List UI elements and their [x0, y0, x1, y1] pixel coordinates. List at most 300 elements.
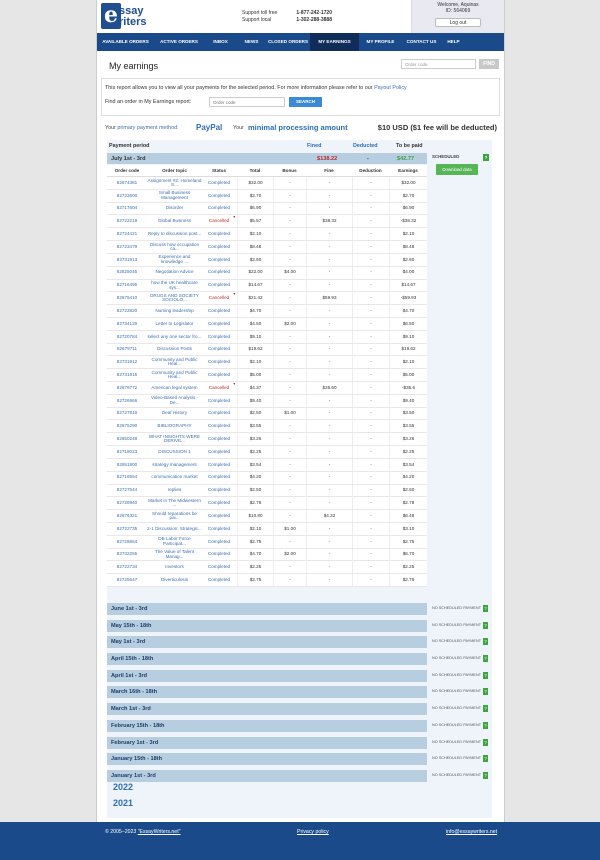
- order-status: Completed: [207, 282, 231, 288]
- period-bar[interactable]: January 15th - 18th: [107, 753, 427, 765]
- toll-free-number[interactable]: 1-877-242-1720: [296, 10, 332, 16]
- method-link[interactable]: primary payment method:: [117, 125, 179, 131]
- order-topic-link[interactable]: strategy management: [152, 461, 197, 467]
- table-row: [107, 446, 427, 459]
- order-topic-link[interactable]: DB Labor Force Participat...: [158, 536, 191, 546]
- help-icon[interactable]: ?: [484, 756, 487, 762]
- order-topic-link[interactable]: Community and Public Heal...: [151, 369, 198, 380]
- order-status: Completed: [207, 320, 231, 326]
- order-topic-link[interactable]: The Value of Talent Manag...: [154, 549, 195, 559]
- col-fine: Fine: [324, 168, 334, 173]
- order-deduction: -: [352, 177, 389, 189]
- col-earnings: Earnings: [398, 168, 418, 173]
- order-code-link[interactable]: 82651800: [116, 461, 138, 467]
- help-icon[interactable]: ?: [484, 622, 487, 628]
- order-total: $5.57: [237, 215, 273, 227]
- order-status: Cancelled: [202, 292, 236, 304]
- period-bar[interactable]: April 1st - 3rd: [107, 670, 427, 682]
- order-topic-link[interactable]: Community and Public Heal...: [151, 356, 198, 367]
- order-bonus: $1.00: [273, 523, 306, 535]
- order-fine: -: [306, 254, 352, 266]
- order-bonus: -: [273, 228, 306, 240]
- order-code-link[interactable]: 82725647: [116, 576, 138, 582]
- order-code-link[interactable]: 82716495: [116, 282, 138, 288]
- order-status: Cancelled: [202, 382, 236, 394]
- order-earnings: $4.00: [389, 267, 427, 279]
- period-row: [107, 653, 492, 670]
- order-code-link[interactable]: 82716554: [116, 474, 138, 480]
- order-bonus: -: [273, 459, 306, 471]
- order-deduction: -: [352, 190, 389, 202]
- order-earnings: -$35.6: [389, 382, 427, 394]
- help-icon[interactable]: ?: [484, 639, 487, 645]
- order-code-link[interactable]: 82674381: [116, 179, 138, 185]
- download-data-button[interactable]: Download data: [436, 164, 478, 175]
- period-bar[interactable]: January 1st - 3rd: [107, 770, 427, 782]
- order-topic-link[interactable]: Discuss how occupation ca...: [149, 241, 200, 252]
- earnings-table: [107, 140, 492, 818]
- order-earnings: $4.70: [389, 305, 427, 317]
- table-row: [107, 561, 427, 574]
- order-deduction: -: [352, 523, 389, 535]
- col-total: Total: [249, 168, 261, 173]
- to-be-paid-header: To be paid: [396, 143, 423, 149]
- order-status: Completed: [207, 243, 231, 249]
- order-code-link[interactable]: 82723479: [116, 243, 138, 249]
- order-bonus: -: [273, 433, 306, 445]
- period-row: [107, 703, 492, 720]
- order-deduction: -: [352, 408, 389, 420]
- order-total: $3.54: [237, 459, 273, 471]
- order-fine: -: [306, 408, 352, 420]
- order-earnings: $14.67: [389, 280, 427, 292]
- order-topic-link[interactable]: Small Business Management: [158, 190, 191, 200]
- min-amount-value: $10 USD ($1 fee will be deducted): [377, 123, 497, 132]
- order-fine: -: [306, 228, 352, 240]
- order-code-link[interactable]: 82734129: [116, 320, 138, 326]
- order-fine: $4.32: [306, 510, 352, 522]
- order-status: Completed: [207, 576, 231, 582]
- older-periods: [107, 603, 492, 787]
- order-status: Completed: [207, 179, 231, 185]
- order-rows: [107, 177, 427, 587]
- table-row: [107, 433, 427, 446]
- order-fine: -: [306, 574, 352, 586]
- logo-mark: e: [101, 3, 121, 29]
- table-row: [107, 228, 427, 241]
- period-bar[interactable]: March 16th - 18th: [107, 686, 427, 698]
- order-deduction: -: [352, 395, 389, 407]
- nav-contact-us[interactable]: CONTACT US: [406, 39, 437, 44]
- order-status: Completed: [207, 461, 231, 467]
- order-topic-link[interactable]: WHAT INSIGHTS WERE DERIVE...: [148, 433, 201, 444]
- help-icon[interactable]: ?: [484, 155, 488, 160]
- order-fine: -: [306, 305, 352, 317]
- no-scheduled-label: NO SCHEDULED PAYMENT: [432, 639, 482, 644]
- order-code-link[interactable]: 82718023: [116, 448, 138, 454]
- order-topic-link[interactable]: Disorder: [165, 205, 184, 211]
- order-earnings: $19.62: [389, 344, 427, 356]
- order-deduction: -: [352, 446, 389, 458]
- order-topic-link[interactable]: Discussion Posts: [157, 346, 192, 352]
- order-deduction: -: [352, 433, 389, 445]
- order-fine: $38.32: [306, 215, 352, 227]
- order-deduction: -: [352, 215, 389, 227]
- order-status: Completed: [207, 397, 231, 403]
- order-topic-link[interactable]: communication market: [151, 474, 198, 480]
- order-bonus: -: [273, 241, 306, 253]
- order-total: $2.70: [237, 190, 273, 202]
- no-scheduled-label: NO SCHEDULED PAYMENT: [432, 756, 482, 761]
- no-scheduled-label: NO SCHEDULED PAYMENT: [432, 622, 482, 627]
- order-earnings: $2.60: [389, 254, 427, 266]
- order-total: $19.62: [237, 344, 273, 356]
- order-code-link[interactable]: 82675410: [116, 295, 138, 301]
- nav-closed-orders[interactable]: CLOSED ORDERS: [267, 39, 309, 44]
- help-icon[interactable]: ?: [484, 722, 487, 728]
- period-header: Payment period: [109, 143, 150, 149]
- order-topic-link[interactable]: Should reparations be pai...: [152, 510, 197, 521]
- order-code-link[interactable]: 82717604: [116, 205, 138, 211]
- order-topic-link[interactable]: Letter to Legislator: [155, 320, 194, 326]
- support-phones: [242, 10, 332, 24]
- order-total: $2.75: [237, 536, 273, 548]
- help-icon[interactable]: ?: [484, 772, 487, 778]
- help-icon[interactable]: ?: [484, 689, 487, 695]
- method-label-prefix: Your: [105, 125, 116, 131]
- order-topic-link[interactable]: Global Business: [157, 218, 192, 224]
- order-code-link[interactable]: 82732255: [116, 551, 138, 557]
- order-deduction: -: [352, 574, 389, 586]
- order-topic-link[interactable]: Market in The Midwestern ...: [148, 497, 201, 508]
- nav-available-orders[interactable]: AVAILABLE ORDERS: [102, 39, 149, 44]
- order-earnings: $6.50: [389, 318, 427, 330]
- order-topic-link[interactable]: how the UK healthcare sys...: [151, 280, 198, 290]
- order-total: $21.42: [237, 292, 273, 304]
- nav-my-earnings[interactable]: MY EARNINGS: [310, 33, 359, 51]
- order-deduction: -: [352, 369, 389, 381]
- period-bar[interactable]: May 1st - 3rd: [107, 636, 427, 648]
- help-icon[interactable]: ?: [484, 606, 487, 611]
- order-earnings: $3.54: [389, 459, 427, 471]
- order-deduction: -: [352, 382, 389, 394]
- order-total: $14.67: [237, 280, 273, 292]
- order-earnings: $2.75: [389, 536, 427, 548]
- order-deduction: -: [352, 228, 389, 240]
- order-total: $5.00: [237, 369, 273, 381]
- min-amount-label: minimal processing amount: [248, 123, 348, 132]
- period-bar[interactable]: May 15th - 18th: [107, 620, 427, 632]
- order-fine: -: [306, 420, 352, 432]
- order-status: Completed: [207, 256, 231, 262]
- footer: [0, 822, 600, 860]
- period-bar[interactable]: March 1st - 3rd: [107, 703, 427, 715]
- order-bonus: $4.00: [273, 267, 306, 279]
- order-code-link[interactable]: 82676321: [116, 512, 138, 518]
- order-code-link[interactable]: 82731915: [116, 371, 138, 377]
- current-deducted: -: [367, 156, 369, 162]
- table-row: [107, 344, 427, 357]
- deducted-header: Deducted: [353, 143, 378, 149]
- intro-box: [101, 78, 500, 116]
- order-code-link[interactable]: 82722219: [116, 218, 138, 224]
- order-fine: -: [306, 203, 352, 215]
- order-fine: -: [306, 280, 352, 292]
- order-total: $2.78: [237, 497, 273, 509]
- order-status: Completed: [207, 487, 231, 493]
- order-code-link[interactable]: 82675290: [116, 423, 138, 429]
- order-total: $2.10: [237, 356, 273, 368]
- period-row: [107, 603, 492, 620]
- order-fine: -: [306, 190, 352, 202]
- order-status: Completed: [207, 269, 231, 275]
- no-scheduled-label: NO SCHEDULED PAYMENT: [432, 739, 482, 744]
- order-status: Completed: [207, 551, 231, 557]
- table-row: [107, 203, 427, 216]
- order-status: Cancelled: [202, 215, 236, 227]
- fined-header: Fined: [307, 143, 322, 149]
- order-deduction: -: [352, 241, 389, 253]
- table-row: [107, 254, 427, 267]
- order-code-link[interactable]: 82650248: [116, 436, 138, 441]
- nav-news[interactable]: NEWS: [244, 39, 259, 44]
- order-topic-link[interactable]: replies: [167, 487, 182, 493]
- help-icon[interactable]: ?: [484, 739, 487, 745]
- period-bar[interactable]: June 1st - 3rd: [107, 603, 427, 615]
- order-code-link[interactable]: 82731912: [116, 359, 138, 365]
- order-code-link[interactable]: 82722600: [116, 192, 138, 198]
- order-deduction: -: [352, 292, 389, 304]
- col-status: Status: [211, 168, 227, 173]
- period-bar[interactable]: February 15th - 18th: [107, 720, 427, 732]
- order-code-link[interactable]: 82679711: [116, 346, 138, 352]
- order-earnings: $9.40: [389, 395, 427, 407]
- page-title: My earnings: [109, 61, 159, 71]
- order-status: Completed: [207, 474, 231, 480]
- order-code-link[interactable]: 82625045: [116, 269, 138, 275]
- order-code-link[interactable]: 82676772: [116, 384, 138, 390]
- intro-text: [105, 85, 407, 91]
- order-status: Completed: [207, 423, 231, 429]
- order-status: Completed: [207, 512, 231, 518]
- order-earnings: $3.26: [389, 433, 427, 445]
- table-row: [107, 292, 427, 305]
- order-earnings: $6.70: [389, 549, 427, 561]
- order-status: Completed: [207, 346, 231, 352]
- order-topic-link[interactable]: Reply to discussion post...: [147, 231, 202, 236]
- order-topic-link[interactable]: American legal system: [151, 384, 198, 390]
- footer-copyright: [105, 829, 180, 835]
- help-icon[interactable]: ?: [484, 672, 487, 678]
- period-row: [107, 737, 492, 754]
- current-period-row[interactable]: [107, 153, 427, 164]
- current-to-be-paid: $42.77: [397, 156, 415, 162]
- order-topic-link[interactable]: select any one sector fro...: [147, 333, 202, 339]
- order-code-link[interactable]: 82726966: [116, 397, 138, 403]
- scheduled-label: SCHEDULED: [432, 154, 460, 159]
- method-value: PayPal: [196, 123, 223, 132]
- order-topic-link[interactable]: Experience and knowledge ...: [158, 254, 191, 264]
- order-status: Completed: [207, 371, 231, 377]
- order-topic-link[interactable]: Assignment #2: Homeland S...: [147, 177, 202, 187]
- order-topic-link[interactable]: Investors: [165, 564, 184, 570]
- order-earnings: $32.00: [389, 177, 427, 189]
- order-fine: -: [306, 369, 352, 381]
- year-2021[interactable]: 2021: [113, 798, 134, 808]
- col-order-topic: Order topic: [162, 168, 187, 173]
- order-total: $3.55: [237, 420, 273, 432]
- order-fine: -: [306, 318, 352, 330]
- order-earnings: -$59.93: [389, 292, 427, 304]
- order-topic-link[interactable]: DISCUSSION 1: [158, 448, 191, 454]
- order-topic-link[interactable]: Nursing leadership: [155, 307, 194, 313]
- table-row: [107, 420, 427, 433]
- current-period-label: July 1st - 3rd: [111, 156, 146, 162]
- order-total: $2.50: [237, 485, 273, 497]
- period-row: [107, 720, 492, 737]
- email-link[interactable]: info@essaywriters.net: [446, 829, 498, 835]
- current-fined: $138.22: [317, 156, 338, 162]
- local-number[interactable]: 1-302-288-3888: [296, 17, 332, 23]
- table-row: [107, 215, 427, 228]
- nav-inbox[interactable]: INBOX: [213, 39, 228, 44]
- order-bonus: -: [273, 356, 306, 368]
- order-deduction: -: [352, 267, 389, 279]
- year-2022[interactable]: 2022: [113, 782, 134, 792]
- order-deduction: -: [352, 331, 389, 343]
- order-bonus: -: [273, 190, 306, 202]
- col-bonus: Bonus: [282, 168, 297, 173]
- local-label: Support local: [242, 17, 272, 23]
- table-row: [107, 267, 427, 280]
- no-scheduled-label: NO SCHEDULED PAYMENT: [432, 689, 482, 694]
- order-total: $32.00: [237, 177, 273, 189]
- order-fine: -: [306, 344, 352, 356]
- search-button[interactable]: SEARCH: [289, 97, 322, 107]
- table-row: [107, 497, 427, 510]
- order-fine: -: [306, 561, 352, 573]
- order-topic-link[interactable]: 2-1 Discussion: Strategic...: [147, 525, 202, 531]
- help-icon[interactable]: ?: [484, 706, 487, 712]
- find-button[interactable]: FIND: [479, 59, 499, 69]
- order-topic-link[interactable]: BIBLIOGRAPHY: [157, 423, 192, 429]
- order-deduction: -: [352, 561, 389, 573]
- order-deduction: -: [352, 549, 389, 561]
- order-earnings: $5.00: [389, 369, 427, 381]
- order-earnings: $3.10: [389, 523, 427, 535]
- order-total: $4.50: [237, 318, 273, 330]
- period-bar[interactable]: April 15th - 18th: [107, 653, 427, 665]
- order-deduction: -: [352, 280, 389, 292]
- no-scheduled-label: NO SCHEDULED PAYMENT: [432, 706, 482, 711]
- order-topic-link[interactable]: Negotiation Advice: [155, 269, 194, 275]
- order-bonus: -: [273, 305, 306, 317]
- order-bonus: -: [273, 292, 306, 304]
- order-topic-link[interactable]: Video-Based Analysis - De...: [150, 395, 199, 405]
- nav-my-profile[interactable]: MY PROFILE: [366, 39, 395, 44]
- order-total: $2.25: [237, 446, 273, 458]
- table-row: [107, 190, 427, 203]
- toll-free-label: Support toll free: [242, 10, 278, 16]
- order-earnings: $8.48: [389, 241, 427, 253]
- no-scheduled-label: NO SCHEDULED PAYMENT: [432, 722, 482, 727]
- order-bonus: $2.00: [273, 549, 306, 561]
- order-deduction: -: [352, 318, 389, 330]
- order-status: Completed: [207, 359, 231, 365]
- order-code-link[interactable]: 82727544: [116, 487, 138, 493]
- payment-method-row: [105, 124, 497, 134]
- order-total: $9.40: [237, 395, 273, 407]
- order-fine: -: [306, 241, 352, 253]
- table-row: [107, 523, 427, 536]
- privacy-link[interactable]: Privacy policy: [297, 829, 329, 835]
- order-deduction: -: [352, 459, 389, 471]
- order-earnings: -$38.32: [389, 215, 427, 227]
- order-code-link[interactable]: 82720784: [116, 333, 138, 339]
- order-total: $2.75: [237, 574, 273, 586]
- order-fine: -: [306, 433, 352, 445]
- logout-button[interactable]: Log out: [435, 18, 481, 27]
- period-bar[interactable]: February 1st - 3rd: [107, 737, 427, 749]
- order-topic-link[interactable]: Deaf History: [161, 410, 188, 416]
- order-fine: -: [306, 395, 352, 407]
- order-code-link[interactable]: 82722735: [116, 525, 138, 531]
- order-code-link[interactable]: 82722734: [116, 564, 138, 570]
- order-fine: -: [306, 356, 352, 368]
- order-code-link[interactable]: 82726864: [116, 538, 138, 544]
- table-row: [107, 356, 427, 369]
- order-search-input[interactable]: Order code: [401, 59, 476, 69]
- order-bonus: -: [273, 177, 306, 189]
- method-label: [105, 125, 179, 131]
- order-fine: -: [306, 331, 352, 343]
- order-status: Completed: [207, 410, 231, 416]
- order-deduction: -: [352, 497, 389, 509]
- order-status: Completed: [207, 333, 231, 339]
- order-code-link[interactable]: 82728940: [116, 500, 138, 506]
- order-deduction: -: [352, 305, 389, 317]
- table-row: [107, 408, 427, 421]
- order-code-link[interactable]: 82727816: [116, 410, 138, 416]
- footer-site-link[interactable]: "EssayWriters.net": [137, 829, 181, 835]
- order-fine: -: [306, 497, 352, 509]
- order-topic-link[interactable]: DRUGS AND SOCIETY SOCIOLO...: [150, 292, 199, 303]
- order-earnings: $2.25: [389, 561, 427, 573]
- main-nav: [97, 33, 504, 51]
- table-header: [107, 140, 492, 152]
- order-topic-link[interactable]: Diverticulosis: [160, 576, 189, 582]
- order-code-link[interactable]: 82724421: [116, 231, 138, 236]
- order-bonus: -: [273, 331, 306, 343]
- payout-policy-link[interactable]: Payout Policy: [374, 85, 407, 91]
- order-code-link[interactable]: 82722820: [116, 307, 138, 313]
- help-icon[interactable]: ?: [484, 656, 487, 662]
- order-bonus: -: [273, 446, 306, 458]
- nav-help[interactable]: HELP: [447, 39, 460, 44]
- order-total: $22.00: [237, 267, 273, 279]
- order-bonus: -: [273, 420, 306, 432]
- order-code-link[interactable]: 82731913: [116, 256, 138, 262]
- nav-active-orders[interactable]: ACTIVE ORDERS: [160, 39, 198, 44]
- order-bonus: -: [273, 510, 306, 522]
- find-order-input[interactable]: [209, 97, 285, 107]
- logo[interactable]: [101, 3, 145, 30]
- logo-line-1: ssay: [119, 5, 144, 17]
- order-bonus: -: [273, 485, 306, 497]
- order-deduction: -: [352, 203, 389, 215]
- order-status: Completed: [207, 436, 231, 441]
- order-fine: -: [306, 536, 352, 548]
